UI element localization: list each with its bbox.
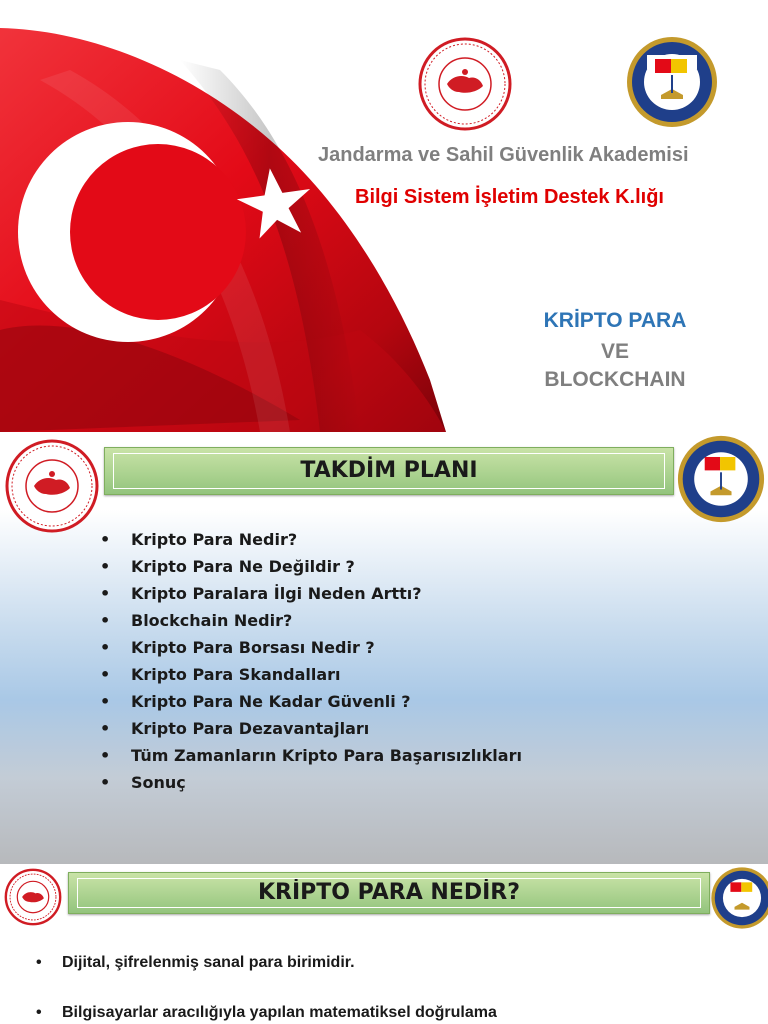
title-slide	[0, 0, 768, 432]
list-item: • Kripto Para Ne Değildir ?	[100, 553, 522, 580]
definition-heading-banner	[68, 872, 710, 914]
agenda-heading-banner	[104, 447, 674, 495]
ministry-seal-icon	[4, 438, 100, 539]
turkish-flag-image	[0, 0, 460, 432]
list-item: • Tüm Zamanların Kripto Para Başarısızlıkları	[100, 742, 522, 769]
bullet-icon: •	[100, 692, 111, 711]
agenda-list	[100, 526, 522, 796]
academy-title: Jandarma ve Sahil Güvenlik Akademisi	[318, 144, 689, 166]
topic-line-2: VE	[600, 340, 629, 363]
topic-line-1: KRİPTO PARA	[543, 309, 687, 332]
bullet-icon: •	[36, 954, 42, 971]
bullet-icon: •	[100, 719, 111, 738]
banner-border	[113, 453, 665, 489]
topic-line-3: BLOCKCHAIN	[544, 368, 686, 391]
list-item: • Kripto Para Dezavantajları	[100, 715, 522, 742]
bullet-icon: •	[100, 638, 111, 657]
bullet-icon: •	[100, 557, 111, 576]
academy-emblem-icon	[710, 866, 768, 935]
list-item: • Kripto Para Nedir?	[100, 526, 522, 553]
agenda-slide	[0, 432, 768, 864]
definition-heading: KRİPTO PARA NEDİR?	[257, 880, 520, 905]
list-item: • Blockchain Nedir?	[100, 607, 522, 634]
department-subtitle: Bilgi Sistem İşletim Destek K.lığı	[355, 186, 664, 208]
list-item: • Kripto Para Skandalları	[100, 661, 522, 688]
list-item: • Kripto Paralara İlgi Neden Arttı?	[100, 580, 522, 607]
ministry-seal-icon	[417, 36, 513, 137]
bullet-icon: •	[100, 584, 111, 603]
academy-emblem-icon	[676, 434, 766, 529]
agenda-heading: TAKDİM PLANI	[300, 458, 478, 483]
academy-emblem-icon	[625, 35, 719, 134]
bullet-icon: •	[100, 773, 111, 792]
bullet-icon: •	[100, 530, 111, 549]
list-item: • Bilgisayarlar aracılığıyla yapılan matematiksel doğrulama	[36, 1004, 497, 1021]
ministry-seal-icon	[4, 868, 62, 931]
bullet-icon: •	[36, 1004, 42, 1021]
list-item: • Kripto Para Borsası Nedir ?	[100, 634, 522, 661]
list-item: • Dijital, şifrelenmiş sanal para birimidir.	[36, 954, 355, 971]
bullet-icon: •	[100, 611, 111, 630]
list-item: • Sonuç	[100, 769, 522, 796]
definition-slide	[0, 864, 768, 1024]
bullet-icon: •	[100, 746, 111, 765]
bullet-icon: •	[100, 665, 111, 684]
list-item: • Kripto Para Ne Kadar Güvenli ?	[100, 688, 522, 715]
banner-border	[77, 878, 701, 908]
